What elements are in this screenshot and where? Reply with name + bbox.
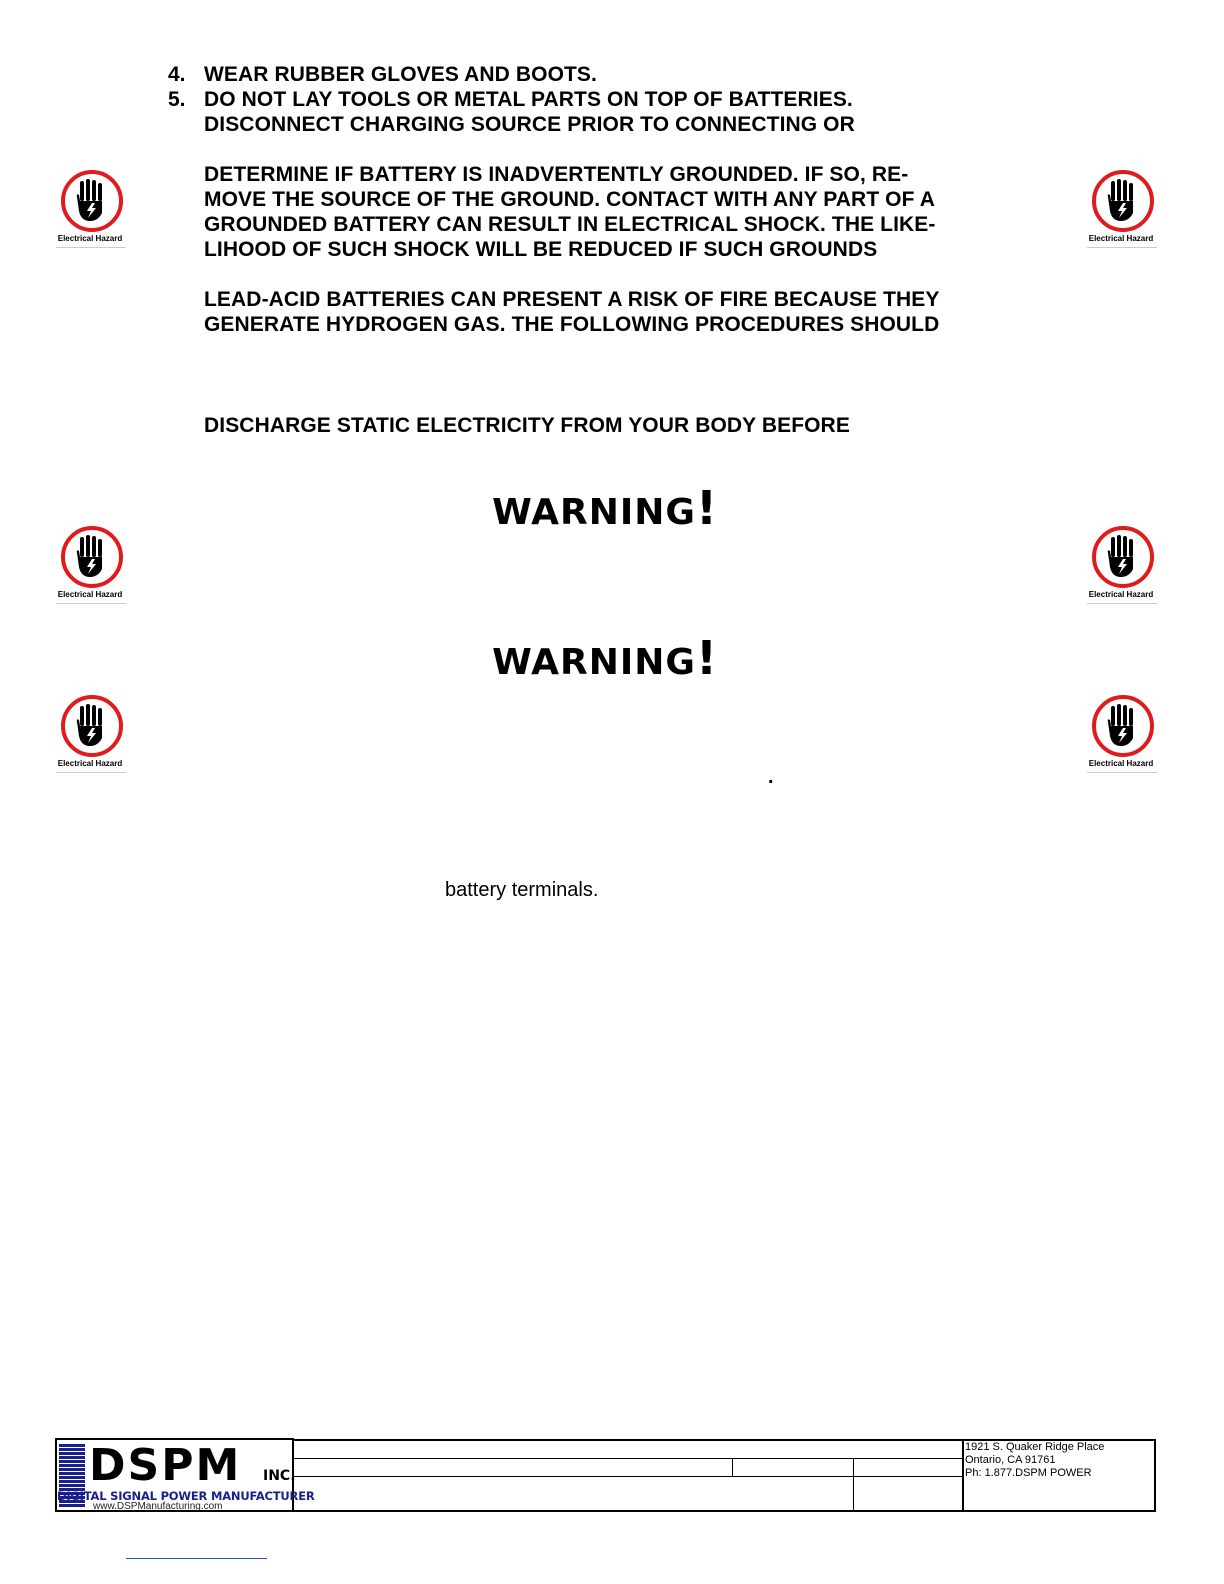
hazard-caption: Electrical Hazard: [1088, 234, 1154, 243]
logo-wordmark: DSPM: [89, 1440, 242, 1491]
stray-period: .: [768, 766, 774, 788]
footer-rule: [126, 1558, 267, 1559]
electrical-hazard-right-2: [1087, 526, 1159, 606]
grounded-line-3: GROUNDED BATTERY CAN RESULT IN ELECTRICAL SHOCK. THE LIKE-: [204, 213, 936, 236]
electrical-hazard-left-2: [56, 526, 128, 606]
battery-terminals-text: battery terminals.: [445, 879, 599, 901]
company-logo: [55, 1438, 315, 1512]
electrical-hazard-icon: [74, 704, 110, 748]
hazard-caption: Electrical Hazard: [1088, 759, 1154, 768]
hazard-caption: Electrical Hazard: [57, 234, 123, 243]
electrical-hazard-left-1: [56, 170, 128, 250]
electrical-hazard-left-3: [56, 695, 128, 775]
address-line-1: 1921 S. Quaker Ridge Place: [965, 1441, 1105, 1453]
address-line-2: Ontario, CA 91761: [965, 1454, 1056, 1466]
static-line-1: DISCHARGE STATIC ELECTRICITY FROM YOUR BODY BEFORE: [204, 414, 850, 437]
electrical-hazard-icon: [1105, 179, 1141, 223]
list-item-4: WEAR RUBBER GLOVES AND BOOTS.: [204, 63, 597, 86]
logo-subtitle: DIGITAL SIGNAL POWER MANUFACTURER: [57, 1489, 315, 1503]
lead-acid-line-1: LEAD-ACID BATTERIES CAN PRESENT A RISK OF FIRE BECAUSE THEY: [204, 288, 940, 311]
electrical-hazard-icon: [1105, 535, 1141, 579]
electrical-hazard-right-3: [1087, 695, 1159, 775]
electrical-hazard-icon: [74, 535, 110, 579]
list-number-5: 5.: [168, 88, 186, 111]
lead-acid-line-2: GENERATE HYDROGEN GAS. THE FOLLOWING PROCEDURES SHOULD: [204, 313, 940, 336]
electrical-hazard-icon: [1105, 704, 1141, 748]
grounded-line-4: LIHOOD OF SUCH SHOCK WILL BE REDUCED IF SUCH GROUNDS: [204, 238, 878, 261]
list-item-5: DO NOT LAY TOOLS OR METAL PARTS ON TOP OF BATTERIES.: [204, 88, 853, 111]
list-number-4: 4.: [168, 63, 186, 86]
warning-heading-2: WARNING!: [492, 631, 718, 685]
grounded-line-2: MOVE THE SOURCE OF THE GROUND. CONTACT WITH ANY PART OF A: [204, 188, 935, 211]
electrical-hazard-icon: [74, 179, 110, 223]
logo-inc: INC.: [263, 1468, 296, 1484]
address-line-3: Ph: 1.877.DSPM POWER: [965, 1467, 1092, 1479]
warning-heading-1: WARNING!: [492, 481, 718, 535]
electrical-hazard-right-1: [1087, 170, 1159, 250]
logo-url: www.DSPManufacturing.com: [93, 1501, 223, 1512]
grounded-line-1: DETERMINE IF BATTERY IS INADVERTENTLY GROUNDED. IF SO, RE-: [204, 163, 909, 186]
hazard-caption: Electrical Hazard: [57, 759, 123, 768]
hazard-caption: Electrical Hazard: [1088, 590, 1154, 599]
disconnect-line-1: DISCONNECT CHARGING SOURCE PRIOR TO CONNECTING OR: [204, 113, 855, 136]
hazard-caption: Electrical Hazard: [57, 590, 123, 599]
